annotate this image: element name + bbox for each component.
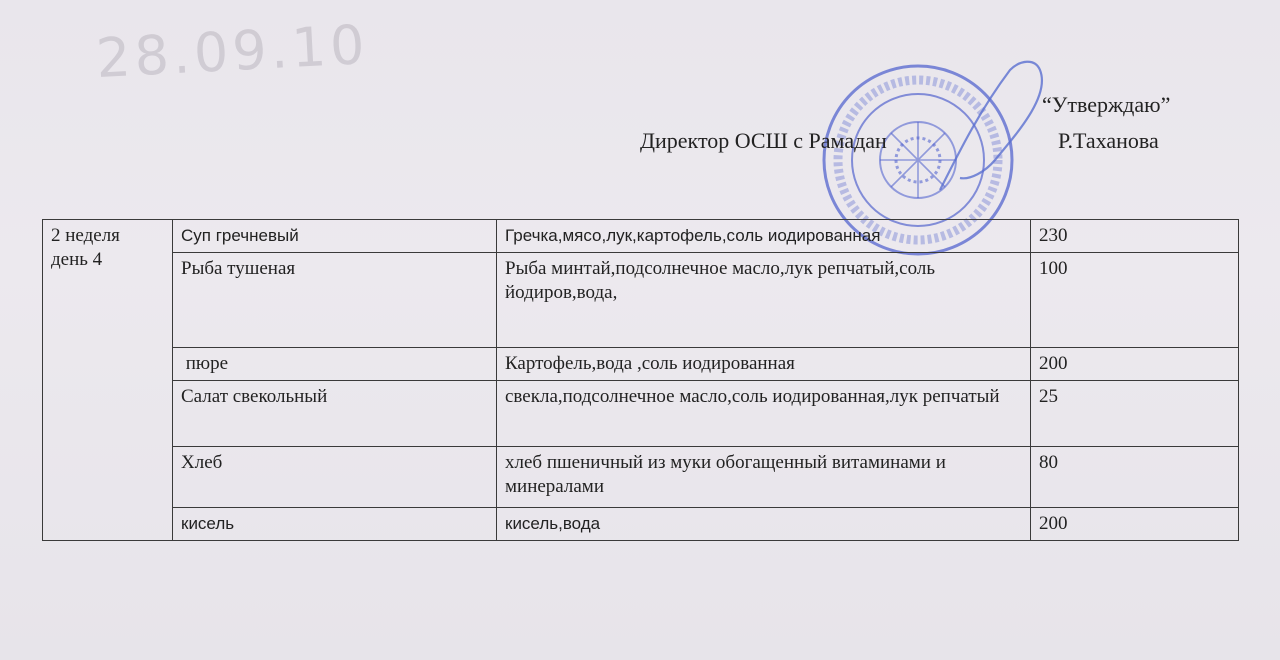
dish-name: Рыба тушеная bbox=[173, 253, 497, 348]
dish-ingredients: хлеб пшеничный из муки обогащенный витаминами и минералами bbox=[497, 447, 1031, 508]
table-row bbox=[43, 508, 1239, 541]
dish-ingredients: свекла,подсолнечное масло,соль иодированная,лук репчатый bbox=[497, 381, 1031, 447]
dish-name: кисель bbox=[173, 508, 497, 541]
table-row bbox=[43, 447, 1239, 508]
table-row bbox=[43, 381, 1239, 447]
dish-name: пюре bbox=[173, 348, 497, 381]
table-row bbox=[43, 348, 1239, 381]
dish-name: Суп гречневый bbox=[173, 220, 497, 253]
dish-weight: 100 bbox=[1031, 253, 1239, 348]
dish-weight: 230 bbox=[1031, 220, 1239, 253]
dish-ingredients: Картофель,вода ,соль иодированная bbox=[497, 348, 1031, 381]
day-label: день 4 bbox=[51, 249, 103, 270]
week-day-cell bbox=[43, 220, 173, 541]
dish-weight: 200 bbox=[1031, 508, 1239, 541]
dish-ingredients: кисель,вода bbox=[497, 508, 1031, 541]
dish-name: Хлеб bbox=[173, 447, 497, 508]
dish-ingredients: Рыба минтай,подсолнечное масло,лук репчатый,соль йодиров,вода, bbox=[497, 253, 1031, 348]
approval-label: “Утверждаю” bbox=[1042, 92, 1171, 117]
dish-name: Салат свекольный bbox=[173, 381, 497, 447]
dish-weight: 25 bbox=[1031, 381, 1239, 447]
dish-ingredients: Гречка,мясо,лук,картофель,соль иодированная bbox=[497, 220, 1031, 253]
director-title: Директор ОСШ с Рамадан bbox=[640, 128, 887, 153]
menu-table bbox=[42, 219, 1239, 541]
director-signature bbox=[900, 50, 1060, 210]
dish-weight: 80 bbox=[1031, 447, 1239, 508]
week-label: 2 неделя bbox=[51, 225, 120, 246]
dish-weight: 200 bbox=[1031, 348, 1239, 381]
table-row bbox=[43, 220, 1239, 253]
director-name: Р.Таханова bbox=[1058, 128, 1159, 153]
handwritten-date: 28.09.10 bbox=[94, 12, 370, 91]
table-row bbox=[43, 253, 1239, 348]
